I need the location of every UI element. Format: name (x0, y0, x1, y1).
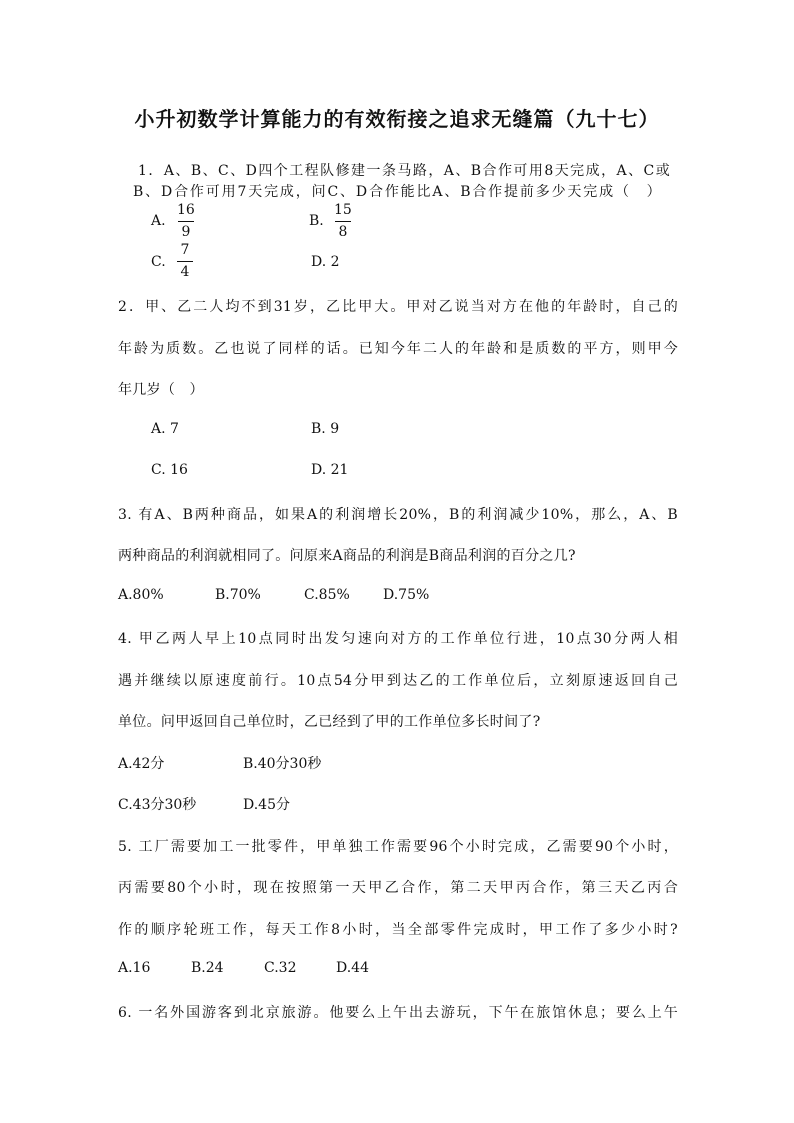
fraction-bar (178, 221, 194, 222)
question-5-line-3: 作的顺序轮班工作，每天工作8小时，当全部零件完成时，甲工作了多少小时? (118, 922, 678, 938)
question-2-line-1: 2．甲、乙二人均不到31岁，乙比甲大。甲对乙说当对方在他的年龄时，自己的 (118, 299, 678, 315)
question-4-line-3: 单位。问甲返回自己单位时，乙已经到了甲的工作单位多长时间了? (118, 714, 541, 730)
page-title: 小升初数学计算能力的有效衔接之追求无缝篇（九十七） (134, 107, 660, 131)
question-2-line-3: 年几岁（ ） (118, 382, 204, 398)
question-2-option-d: D. 21 (311, 462, 349, 478)
question-5-line-2: 丙需要80个小时，现在按照第一天甲乙合作，第二天甲丙合作，第三天乙丙合 (118, 880, 678, 896)
question-1-option-b-label: B. (309, 213, 324, 229)
question-3-option-c: C.85% (304, 587, 350, 603)
question-4-option-d: D.45分 (243, 797, 290, 813)
question-4-line-2: 遇并继续以原速度前行。10点54分甲到达乙的工作单位后，立刻原速返回自己 (118, 673, 678, 689)
question-1-option-b-fraction (334, 202, 352, 241)
question-4-line-1: 4. 甲乙两人早上10点同时出发匀速向对方的工作单位行进，10点30分两人相 (118, 631, 678, 647)
question-2-option-a: A. 7 (151, 421, 179, 437)
question-6-line-1: 6. 一名外国游客到北京旅游。他要么上午出去游玩，下午在旅馆休息；要么上午 (118, 1005, 678, 1021)
question-3-line-2: 两种商品的利润就相同了。问原来A商品的利润是B商品利润的百分之几? (118, 548, 576, 564)
question-5-option-c: C.32 (264, 960, 297, 976)
fraction-bar (177, 261, 193, 262)
fraction-denominator: 8 (338, 224, 348, 240)
question-2-option-c: C. 16 (151, 462, 188, 478)
question-1-option-c-label: C. (151, 254, 166, 270)
question-1-option-c-fraction (177, 242, 193, 281)
question-3-option-a: A.80% (118, 587, 164, 603)
fraction-denominator: 9 (181, 224, 191, 240)
question-1-line-1: 1．A、B、C、D四个工程队修建一条马路，A、B合作可用8天完成，A、C或 (138, 163, 670, 179)
fraction-denominator: 4 (180, 264, 190, 280)
question-1-line-2: B、D合作可用7天完成，问C、D合作能比A、B合作提前多少天完成（ ） (133, 184, 661, 200)
fraction-bar (335, 221, 351, 222)
question-5-line-1: 5. 工厂需要加工一批零件，甲单独工作需要96个小时完成，乙需要90个小时， (118, 839, 678, 855)
question-3-line-1: 3. 有A、B两种商品，如果A的利润增长20%，B的利润减少10%，那么，A、B (118, 507, 678, 523)
question-5-option-d: D.44 (336, 960, 369, 976)
fraction-numerator: 7 (180, 242, 190, 258)
question-4-option-b: B.40分30秒 (243, 756, 322, 772)
question-1-option-a-label: A. (151, 213, 166, 229)
question-5-option-a: A.16 (118, 960, 151, 976)
question-1-option-a-fraction (177, 202, 195, 241)
question-5-option-b: B.24 (191, 960, 224, 976)
question-4-option-a: A.42分 (118, 756, 165, 772)
question-4-option-c: C.43分30秒 (118, 797, 197, 813)
fraction-numerator: 16 (177, 202, 195, 218)
question-3-option-b: B.70% (215, 587, 261, 603)
question-2-line-2: 年龄为质数。乙也说了同样的话。已知今年二人的年龄和是质数的平方，则甲今 (118, 341, 678, 357)
fraction-numerator: 15 (334, 202, 352, 218)
question-2-option-b: B. 9 (311, 421, 340, 437)
question-3-option-d: D.75% (383, 587, 430, 603)
question-1-option-d: D. 2 (311, 254, 340, 270)
